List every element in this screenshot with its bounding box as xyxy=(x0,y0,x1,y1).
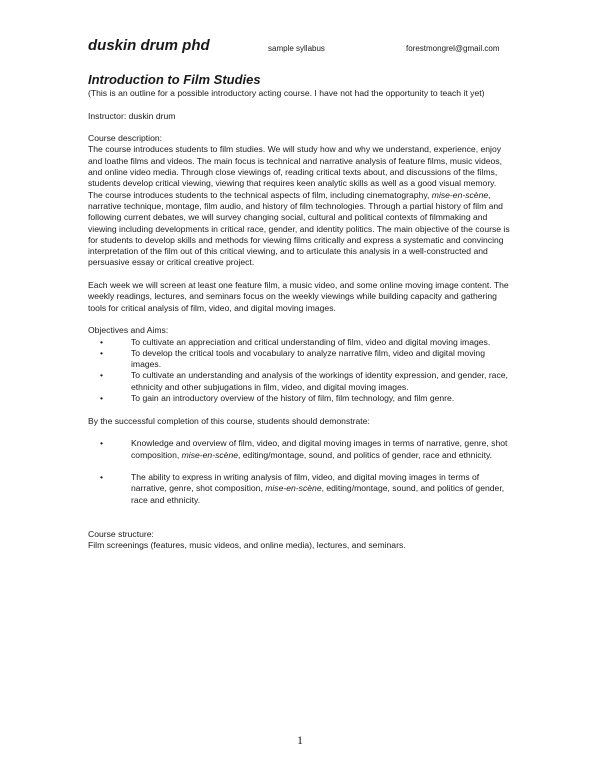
course-title: Introduction to Film Studies xyxy=(88,72,261,87)
objectives-list xyxy=(88,337,513,405)
structure-heading: Course structure: xyxy=(88,528,154,539)
author-name: duskin drum phd xyxy=(88,37,210,54)
author-email: forestmongrel@gmail.com xyxy=(406,44,500,53)
document-type: sample syllabus xyxy=(268,44,325,53)
objectives-heading: Objectives and Aims: xyxy=(88,325,169,336)
list-item: • Knowledge and overview of film, video, and digital moving images in terms of narrative, genre, shot composition, mise-en-scène, editing/montage, sound, and politics of gender, race and ethnicity. xyxy=(100,438,513,461)
course-note: (This is an outline for a possible introductory acting course. I have not had the opportunity to teach it yet) xyxy=(88,88,485,98)
list-item: • To develop the critical tools and vocabulary to analyze narrative film, video and digital moving images. xyxy=(100,348,513,371)
list-item: • To gain an introductory overview of the history of film, film technology, and film genre. xyxy=(100,393,513,404)
list-item: • To cultivate an understanding and analysis of the workings of identity expression, and gender, race, ethnicity and other subjugations in film, video, and digital moving images. xyxy=(100,370,513,393)
description-paragraph-1: The course introduces students to film studies. We will study how and why we understand, experience, enjoy and loathe films and videos. The main focus is technical and narrative analysis of feature films, music videos, and online video media. Through close viewings of, reading critical texts about, and discussions of the films, students develop critical viewing, viewing that requires keen analytic skills as well as a good visual memory. The course introduces students to the technical aspects of film, including cinematography, mise-en-scène, narrative technique, montage, film audio, and history of film technologies. Through a partial history of film and following current debates, we will survey changing social, cultural and political contexts of filmmaking and viewing including developments in critical race, gender, and identity politics. The main objective of the course is for students to develop skills and methods for viewing films critically and express a systematic and convincing interpretation of the film out of this critical viewing, and to articulate this analysis in a well-constructed and persuasive essay or critical creative project. xyxy=(88,144,510,268)
page-number: 1 xyxy=(297,733,303,747)
description-paragraph-2: Each week we will screen at least one feature film, a music video, and some online moving image content. The weekly readings, lectures, and seminars focus on the weekly viewings while building capacity and gathering tools for critical analysis of film, video, and digital moving images. xyxy=(88,280,509,313)
description-heading: Course description: xyxy=(88,133,163,144)
instructor-line: Instructor: duskin drum xyxy=(88,110,176,121)
list-item: • The ability to express in writing analysis of film, video, and digital moving images in terms of narrative, genre, shot composition, mise-en-scène, editing/montage, sound, and politics of gender, race and ethnicity. xyxy=(100,472,513,506)
outcomes-list xyxy=(88,438,513,506)
outcomes-heading: By the successful completion of this course, students should demonstrate: xyxy=(88,415,370,426)
structure-text: Film screenings (features, music videos, and online media), lectures, and seminars. xyxy=(88,539,406,550)
document-body xyxy=(88,68,513,551)
list-item: • To cultivate an appreciation and critical understanding of film, video and digital moving images. xyxy=(100,337,513,348)
